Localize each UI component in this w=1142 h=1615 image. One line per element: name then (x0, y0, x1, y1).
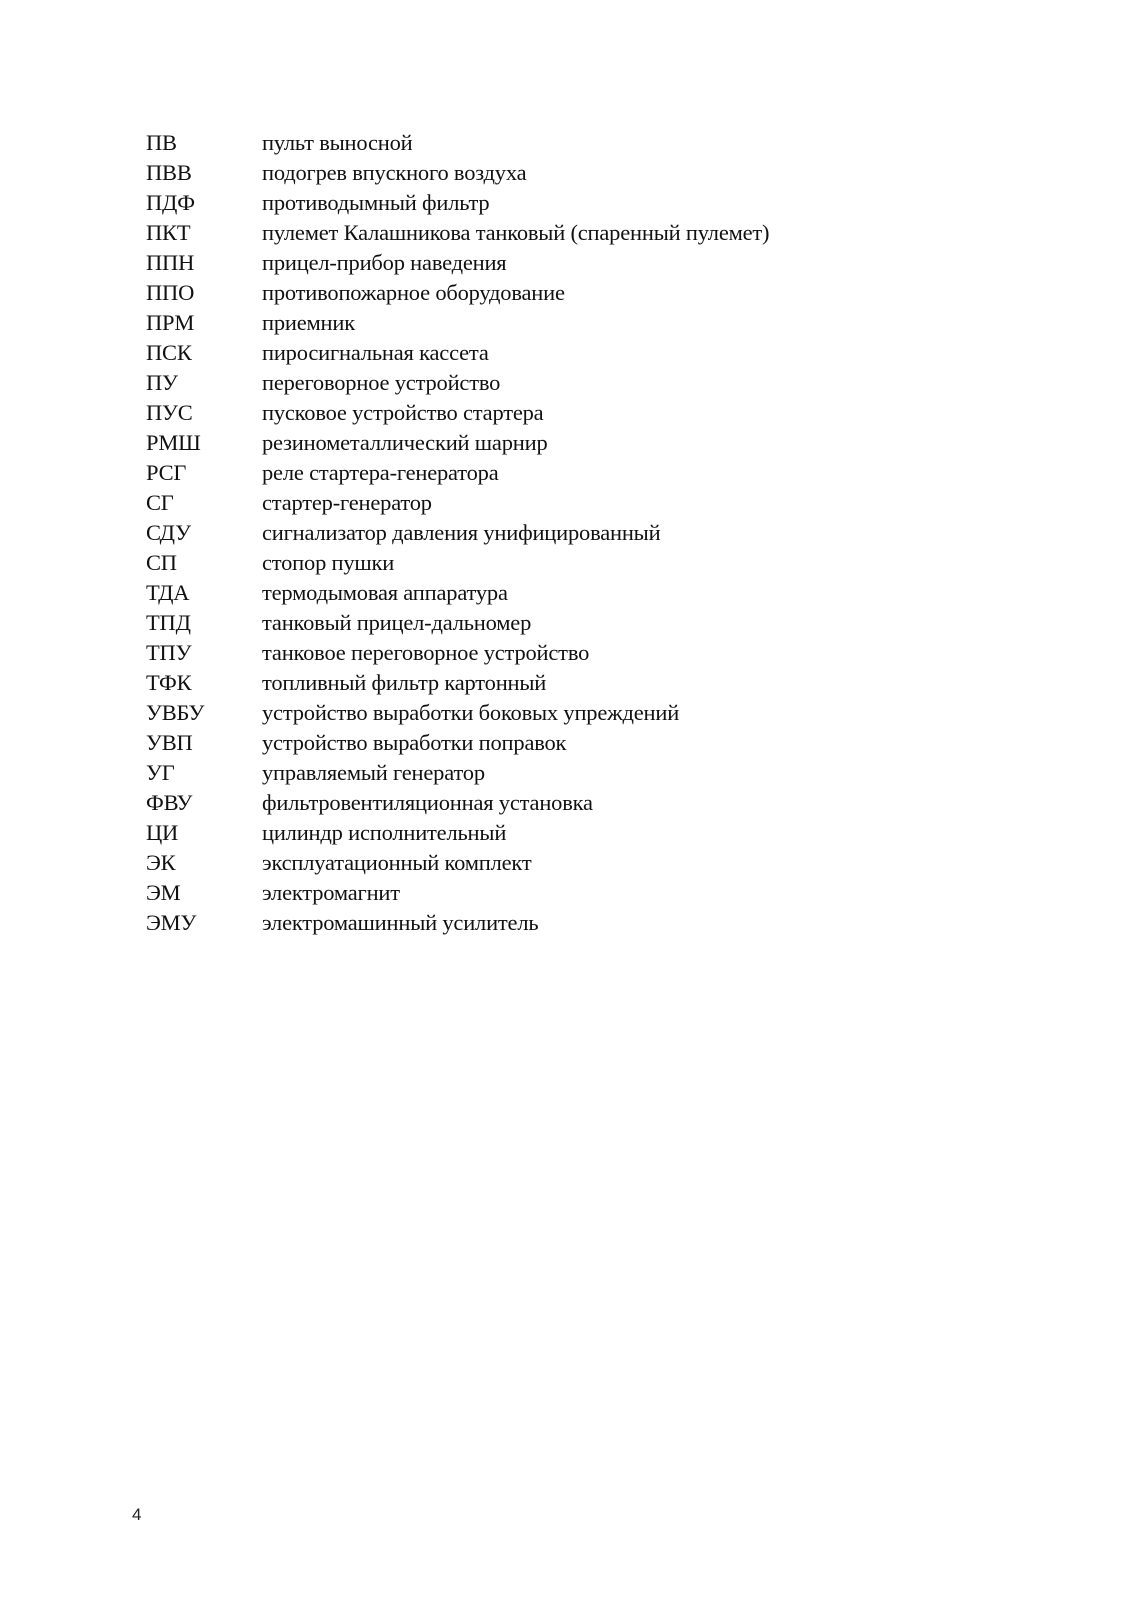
definition: эксплуатационный комплект (262, 850, 532, 875)
definition: управляемый генератор (262, 760, 485, 785)
definition: электромашинный усилитель (262, 910, 539, 935)
abbreviation-list (146, 128, 769, 938)
page-number: 4 (132, 1505, 142, 1524)
definition: фильтровентиляционная установка (262, 790, 593, 815)
list-item (146, 548, 769, 578)
definition: устройство выработки боковых упреждений (262, 700, 680, 725)
abbreviation: ЭМУ (146, 910, 197, 935)
definition: резинометаллический шарнир (262, 430, 548, 455)
definition: прицел-прибор наведения (262, 250, 507, 275)
abbreviation: ПДФ (146, 190, 195, 215)
definition: топливный фильтр картонный (262, 670, 547, 695)
definition: пульт выносной (262, 130, 413, 155)
definition: пусковое устройство стартера (262, 400, 544, 425)
list-item (146, 158, 769, 188)
abbreviation: ППО (146, 280, 195, 305)
abbreviation: ПСК (146, 340, 192, 365)
abbreviation: ЭК (146, 850, 176, 875)
list-item (146, 728, 769, 758)
abbreviation: СП (146, 550, 177, 575)
abbreviation: ППН (146, 250, 195, 275)
list-item (146, 188, 769, 218)
definition: пулемет Калашникова танковый (спаренный пулемет) (262, 220, 770, 245)
abbreviation: ТФК (146, 670, 192, 695)
list-item (146, 398, 769, 428)
abbreviation: ТПУ (146, 640, 192, 665)
list-item (146, 458, 769, 488)
list-item (146, 308, 769, 338)
list-item (146, 578, 769, 608)
abbreviation: ФВУ (146, 790, 193, 815)
definition: подогрев впускного воздуха (262, 160, 527, 185)
definition: танковое переговорное устройство (262, 640, 590, 665)
list-item (146, 608, 769, 638)
abbreviation: ПУС (146, 400, 193, 425)
abbreviation: УГ (146, 760, 175, 785)
list-item (146, 908, 769, 938)
list-item (146, 218, 769, 248)
abbreviation: ПВ (146, 130, 177, 155)
definition: танковый прицел-дальномер (262, 610, 532, 635)
definition: противодымный фильтр (262, 190, 490, 215)
abbreviation: УВБУ (146, 700, 205, 725)
abbreviation: СДУ (146, 520, 191, 545)
definition: электромагнит (262, 880, 400, 905)
definition: стартер-генератор (262, 490, 432, 515)
abbreviation: ПРМ (146, 310, 195, 335)
list-item (146, 668, 769, 698)
definition: приемник (262, 310, 355, 335)
abbreviation: ТПД (146, 610, 191, 635)
abbreviation: ЭМ (146, 880, 181, 905)
list-item (146, 848, 769, 878)
list-item (146, 758, 769, 788)
abbreviation: ТДА (146, 580, 190, 605)
list-item (146, 128, 769, 158)
list-item (146, 338, 769, 368)
list-item (146, 428, 769, 458)
abbreviation: СГ (146, 490, 174, 515)
list-item (146, 488, 769, 518)
list-item (146, 278, 769, 308)
list-item (146, 518, 769, 548)
definition: устройство выработки поправок (262, 730, 567, 755)
list-item (146, 698, 769, 728)
list-item (146, 638, 769, 668)
abbreviation: ПКТ (146, 220, 191, 245)
list-item (146, 818, 769, 848)
list-item (146, 248, 769, 278)
abbreviation: ПВВ (146, 160, 192, 185)
definition: противопожарное оборудование (262, 280, 565, 305)
list-item (146, 878, 769, 908)
abbreviation: ЦИ (146, 820, 179, 845)
abbreviation: УВП (146, 730, 193, 755)
definition: термодымовая аппаратура (262, 580, 508, 605)
list-item (146, 788, 769, 818)
definition: реле стартера-генератора (262, 460, 499, 485)
abbreviation: РМШ (146, 430, 201, 455)
definition: сигнализатор давления унифицированный (262, 520, 661, 545)
definition: цилиндр исполнительный (262, 820, 507, 845)
list-item (146, 368, 769, 398)
definition: переговорное устройство (262, 370, 501, 395)
abbreviation: РСГ (146, 460, 187, 485)
definition: стопор пушки (262, 550, 395, 575)
definition: пиросигнальная кассета (262, 340, 489, 365)
abbreviation: ПУ (146, 370, 178, 395)
